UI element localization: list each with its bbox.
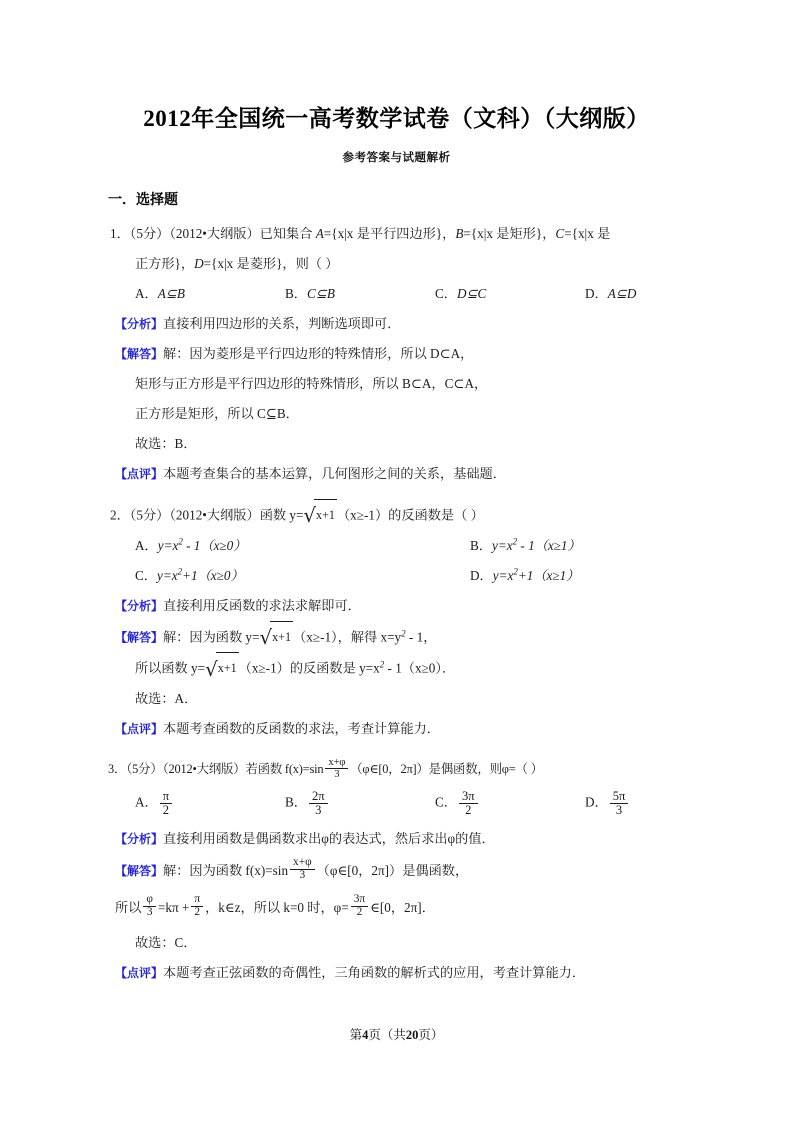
question-1-number: 1． — [110, 226, 130, 241]
question-2-options-row-1 — [90, 531, 703, 561]
option-b[interactable] — [285, 279, 435, 309]
question-3-answer2-mid2: ，k∈z，所以 k=0 时，φ= — [205, 899, 349, 915]
question-2-answer-radicand: x+1 — [270, 621, 293, 652]
option-c[interactable] — [435, 790, 585, 817]
option-b-tag: B． — [470, 537, 492, 553]
set-d-symbol: D — [194, 256, 204, 271]
option-a-pre: y=x — [157, 537, 179, 553]
question-3-number: 3． — [108, 762, 127, 777]
option-c-tag: C． — [435, 794, 457, 810]
question-1-choice-row — [90, 429, 703, 459]
answer-label: 【解答】 — [115, 863, 164, 878]
option-b[interactable] — [470, 531, 793, 561]
question-3-answer2-tail: ∈[0，2π]． — [370, 899, 435, 915]
question-3-comment-text: 本题考查正弦函数的奇偶性，三角函数的解析式的应用，考查计算能力． — [163, 964, 586, 980]
option-d-fraction — [610, 790, 629, 817]
footer-mid: 页（共 — [368, 1028, 406, 1042]
option-d-post: +1（x≥1） — [517, 567, 580, 583]
question-1-answer-line-3: 正方形是矩形，所以 C⊆B． — [135, 406, 299, 421]
option-d-tag: D． — [470, 567, 493, 583]
fraction-numerator: 3π — [461, 789, 475, 804]
question-2-stem-pre: 函数 y= — [259, 507, 304, 523]
comment-label: 【点评】 — [115, 467, 164, 481]
question-2-answer-exponent: 2 — [401, 628, 406, 639]
question-2-answer2-pre: 所以函数 y= — [135, 661, 206, 677]
question-1-answer-line-3-row — [90, 399, 703, 429]
question-2-answer2-radicand: x+1 — [216, 652, 239, 683]
question-block-3 — [90, 744, 703, 987]
page-footer — [0, 1025, 793, 1043]
question-2-answer-pre: 解：因为函数 y= — [163, 629, 260, 645]
fraction-denominator: 2 — [351, 906, 368, 919]
question-2-answer2-exponent: 2 — [379, 659, 385, 670]
question-2-radicand: x+1 — [314, 499, 337, 530]
option-d[interactable] — [470, 561, 793, 591]
question-2-comment — [90, 714, 703, 744]
option-c-pre: y=x — [156, 567, 178, 583]
option-c-tag: C． — [435, 286, 457, 301]
question-3-options — [90, 784, 703, 823]
question-1-score: （5分） — [129, 226, 170, 241]
option-b-tag: B． — [285, 794, 307, 810]
option-b-tag: B． — [285, 286, 307, 301]
fraction-numerator: x+φ — [293, 856, 312, 869]
comment-label: 【点评】 — [115, 965, 164, 980]
question-3-answer2-mid: =kπ + — [157, 899, 190, 915]
fraction-denominator: 3 — [610, 803, 629, 817]
footer-suffix: 页） — [418, 1028, 444, 1042]
option-a[interactable] — [135, 279, 285, 309]
fraction-x-plus-phi-over-3 — [325, 757, 348, 780]
option-b-fraction — [309, 790, 328, 817]
option-c-fraction — [459, 790, 478, 817]
fraction-denominator: 2 — [160, 803, 172, 817]
option-d[interactable] — [585, 790, 735, 817]
question-1-source: （2012•大纲版） — [169, 226, 260, 241]
question-3-score: （5分） — [126, 762, 163, 777]
comment-label: 【点评】 — [115, 722, 164, 737]
question-3-answer-post: （φ∈[0，2π]）是偶函数， — [316, 862, 469, 878]
question-2-number: 2． — [110, 507, 130, 523]
question-1-stem-text: 已知集合 — [259, 226, 316, 241]
question-1-comment-text: 本题考查集合的基本运算，几何图形之间的关系，基础题． — [163, 466, 506, 481]
question-1-analysis-text: 直接利用四边形的关系，判断选项即可． — [163, 316, 401, 331]
fraction-denominator: 2 — [459, 803, 478, 817]
answer-label: 【解答】 — [115, 630, 164, 645]
option-c-post: +1（x≥0） — [182, 567, 244, 583]
option-c[interactable] — [135, 561, 470, 591]
option-a[interactable] — [135, 790, 285, 817]
question-2-choice: 故选：A． — [135, 691, 198, 707]
radical-sign: √ — [259, 625, 273, 649]
square-root-icon — [205, 652, 239, 684]
question-1-answer-line-2-row — [90, 369, 703, 399]
question-2-answer2-post: （x≥-1）的反函数是 y=x — [238, 661, 380, 677]
option-a-fraction — [160, 790, 172, 817]
question-2-answer-line-1 — [90, 621, 703, 653]
question-3-analysis — [90, 824, 703, 854]
option-b-exponent: 2 — [512, 536, 518, 547]
fraction-phi-over-3 — [143, 894, 156, 919]
question-2-comment-text: 本题考查函数的反函数的求法，考查计算能力． — [163, 721, 440, 737]
fraction-numerator: π — [162, 789, 170, 804]
page-title: 2012年全国统一高考数学试卷（文科）（大纲版） — [143, 106, 650, 131]
question-2-score: （5分） — [129, 507, 170, 523]
option-c-exponent: 2 — [177, 566, 183, 577]
question-1-stem-line-1 — [90, 219, 703, 249]
radical-sign: √ — [205, 657, 218, 681]
section-header: 一．选择题 — [108, 193, 178, 208]
question-1-answer-line-1: 解：因为菱形是平行四边形的特殊情形，所以 D⊂A， — [163, 346, 474, 361]
option-a-tag: A． — [135, 794, 158, 810]
question-2-answer-post: （x≥-1），解得 x=y — [293, 629, 402, 645]
fraction-denominator: 3 — [325, 768, 348, 780]
set-c-symbol: C — [555, 226, 565, 241]
radical-sign: √ — [303, 504, 316, 528]
set-b-definition: ={x|x 是矩形}， — [463, 226, 556, 241]
question-2-analysis — [90, 591, 703, 621]
question-2-answer-line-2 — [90, 652, 703, 684]
question-1-stem-line-2 — [90, 249, 703, 279]
option-d-pre: y=x — [492, 567, 514, 583]
option-d-text: A⊆D — [607, 286, 637, 301]
option-d[interactable] — [585, 279, 735, 309]
question-1-answer — [90, 339, 703, 369]
fraction-numerator: 5π — [612, 789, 626, 804]
question-3-source: （2012•大纲版） — [162, 762, 246, 777]
fraction-pi-over-2 — [191, 894, 203, 919]
fraction-x-plus-phi-over-3 — [290, 857, 315, 882]
fraction-numerator: 2π — [311, 789, 325, 804]
question-1-analysis — [90, 309, 703, 339]
fraction-denominator: 3 — [143, 906, 156, 919]
fraction-denominator: 2 — [191, 906, 203, 919]
option-a-exponent: 2 — [178, 536, 183, 547]
question-1-comment — [90, 459, 703, 489]
question-3-analysis-text: 直接利用函数是偶函数求出φ的表达式，然后求出φ的值． — [163, 830, 495, 846]
option-b-pre: y=x — [491, 537, 513, 553]
set-d-definition: ={x|x 是菱形}，则（ ） — [203, 256, 339, 271]
question-1-answer-line-2: 矩形与正方形是平行四边形的特殊情形，所以 B⊂A，C⊂A， — [135, 376, 488, 391]
option-a-tag: A． — [135, 286, 158, 301]
question-2-answer2-tail: - 1（x≥0）． — [384, 661, 456, 677]
square-root-icon — [303, 499, 337, 531]
fraction-numerator: 3π — [353, 893, 366, 906]
set-a-definition: ={x|x 是平行四边形}， — [323, 226, 456, 241]
footer-current-page: 4 — [362, 1028, 369, 1042]
question-1-options — [90, 279, 703, 309]
option-a-post: - 1（x≥0） — [182, 537, 247, 553]
set-c-definition: ={x|x 是 — [564, 226, 611, 241]
question-3-stem-post: （φ∈[0，2π]）是偶函数，则φ=（ ） — [350, 762, 543, 777]
analysis-label: 【分析】 — [115, 598, 164, 613]
question-2-answer-tail: - 1， — [405, 629, 437, 645]
question-3-choice-row — [90, 928, 703, 958]
question-1-stem-cont-text: 正方形}， — [135, 256, 195, 271]
option-b-post: - 1（x≥1） — [517, 537, 581, 553]
square-root-icon — [259, 621, 293, 653]
fraction-numerator: π — [194, 893, 201, 906]
option-d-tag: D． — [585, 794, 608, 810]
question-3-stem-pre: 若函数 f(x)=sin — [245, 762, 324, 777]
question-2-choice-row — [90, 684, 703, 714]
analysis-label: 【分析】 — [115, 317, 164, 331]
option-b-text: C⊆B — [306, 286, 335, 301]
question-block-1 — [90, 209, 703, 489]
fraction-denominator: 3 — [309, 803, 328, 817]
question-1-choice: 故选：B． — [135, 436, 197, 451]
analysis-label: 【分析】 — [115, 831, 164, 846]
question-2-source: （2012•大纲版） — [169, 507, 260, 523]
fraction-numerator: φ — [146, 893, 153, 906]
set-b-symbol: B — [455, 226, 464, 241]
question-3-answer-pre: 解：因为函数 f(x)=sin — [163, 862, 289, 878]
footer-prefix: 第 — [349, 1028, 363, 1042]
option-d-exponent: 2 — [513, 566, 518, 577]
question-2-stem-post: （x≥-1）的反函数是（ ） — [336, 507, 484, 523]
option-b[interactable] — [285, 790, 435, 817]
question-2-options-row-2 — [90, 561, 703, 591]
option-d-tag: D． — [585, 286, 608, 301]
question-2-stem — [90, 499, 703, 531]
option-a-tag: A． — [135, 537, 158, 553]
fraction-numerator: x+φ — [328, 756, 346, 768]
fraction-three-pi-over-2 — [351, 894, 368, 919]
question-block-2 — [90, 489, 703, 744]
footer-total-pages: 20 — [405, 1028, 419, 1042]
question-2-analysis-text: 直接利用反函数的求法求解即可． — [163, 597, 361, 613]
question-3-answer2-pre: 所以 — [115, 899, 142, 915]
answer-label: 【解答】 — [115, 347, 164, 361]
option-c-text: D⊆C — [456, 286, 487, 301]
question-3-answer-line-1 — [90, 854, 703, 888]
option-a-text: A⊆B — [157, 286, 185, 301]
question-3-answer-line-2 — [90, 888, 703, 928]
fraction-denominator: 3 — [290, 869, 315, 882]
question-3-comment — [90, 958, 703, 988]
option-a[interactable] — [135, 531, 470, 561]
set-a-symbol: A — [315, 226, 324, 241]
option-c-tag: C． — [135, 567, 157, 583]
option-c[interactable] — [435, 279, 585, 309]
question-3-stem — [90, 754, 703, 784]
question-3-choice: 故选：C． — [135, 934, 197, 950]
page-subtitle: 参考答案与试题解析 — [342, 152, 451, 164]
